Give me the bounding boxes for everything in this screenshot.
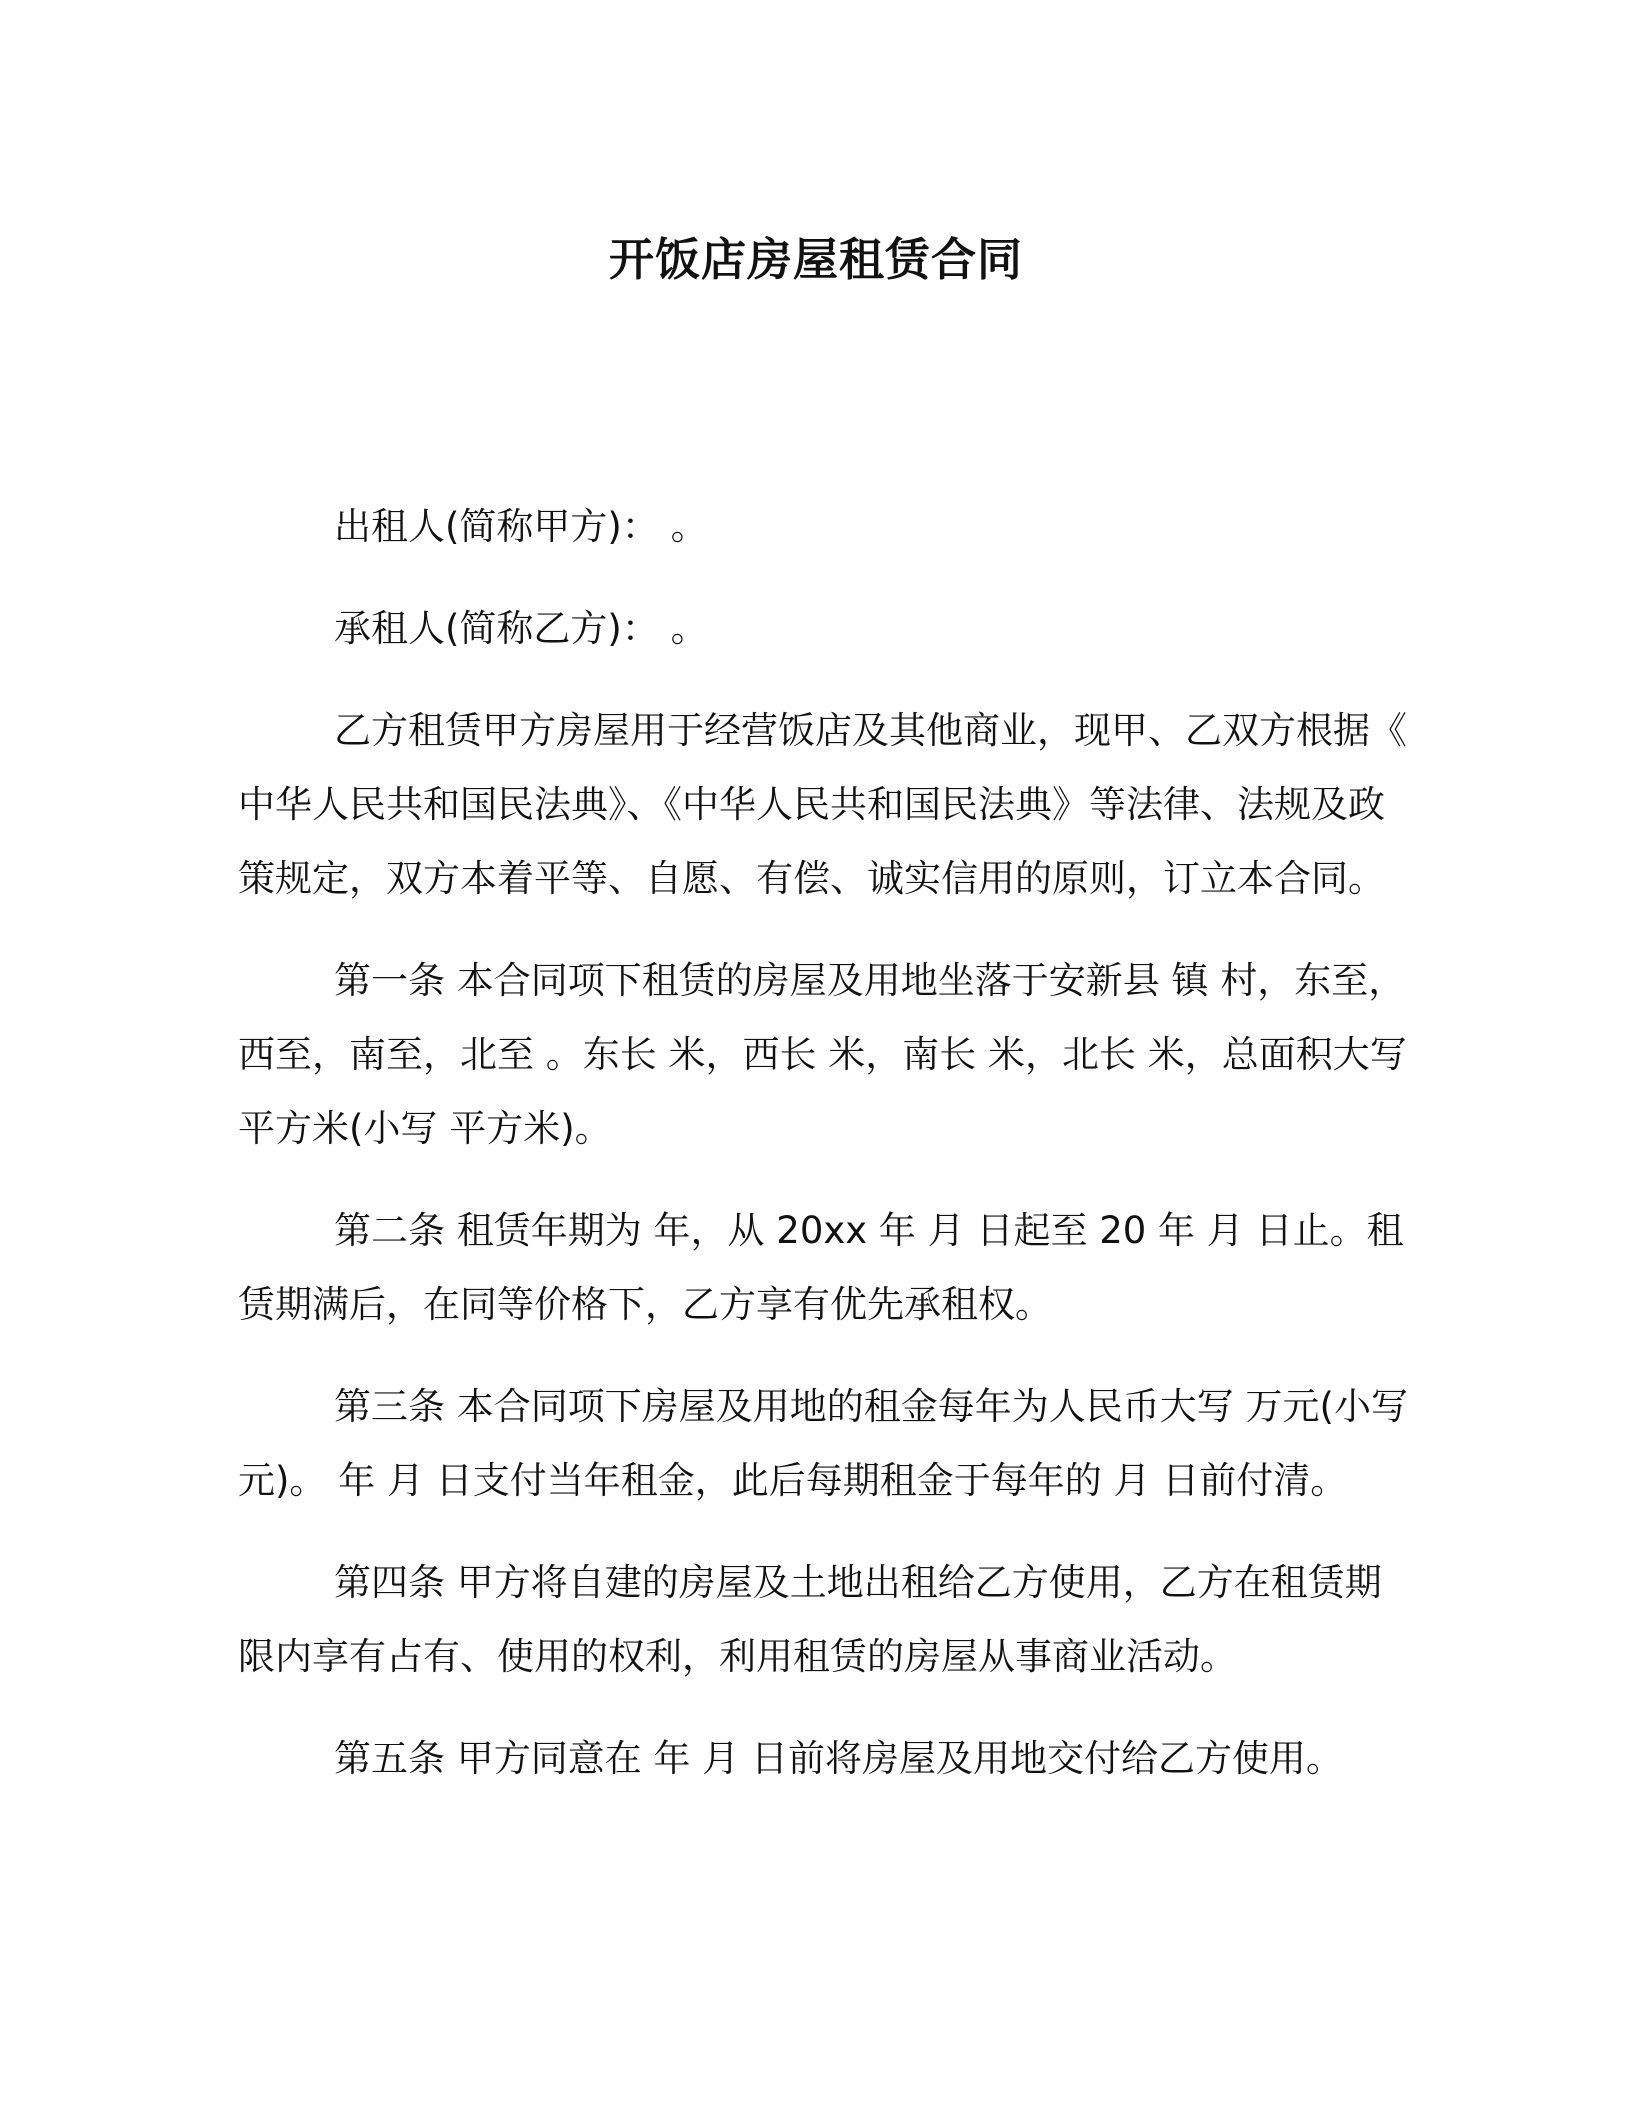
document-title: 开饭店房屋租赁合同 — [608, 233, 1023, 286]
paragraph-preamble: 乙方租赁甲方房屋用于经营饭店及其他商业，现甲、乙双方根据《中华人民共和国民法典》、《中华人民共和国民法典》等法律、法规及政策规定，双方本着平等、自愿、有偿、诚实信用的原则，订立本合同。 — [238, 709, 1407, 900]
document-body — [238, 490, 1408, 1824]
paragraph-article-1: 第一条 本合同项下租赁的房屋及用地坐落于安新县 镇 村，东至，西至，南至，北至 。东长 米，西长 米，南长 米，北长 米，总面积大写 平方米(小写 平方米)。 — [238, 959, 1407, 1150]
paragraph-article-2: 第二条 租赁年期为 年，从 20xx 年 月 日起至 20 年 月 日止。租赁期满后，在同等价格下，乙方享有优先承租权。 — [238, 1209, 1404, 1326]
paragraph-article-4: 第四条 甲方将自建的房屋及土地出租给乙方使用，乙方在租赁期限内享有占有、使用的权利，利用租赁的房屋从事商业活动。 — [238, 1561, 1382, 1678]
paragraph-article-3: 第三条 本合同项下房屋及用地的租金每年为人民币大写 万元(小写 元)。 年 月 日支付当年租金，此后每期租金于每年的 月 日前付清。 — [238, 1385, 1408, 1502]
paragraph-lessee: 承租人(简称乙方)： 。 — [334, 607, 708, 650]
paragraph-article-5: 第五条 甲方同意在 年 月 日前将房屋及用地交付给乙方使用。 — [334, 1737, 1344, 1780]
paragraph-lessor: 出租人(简称甲方)： 。 — [334, 505, 708, 548]
